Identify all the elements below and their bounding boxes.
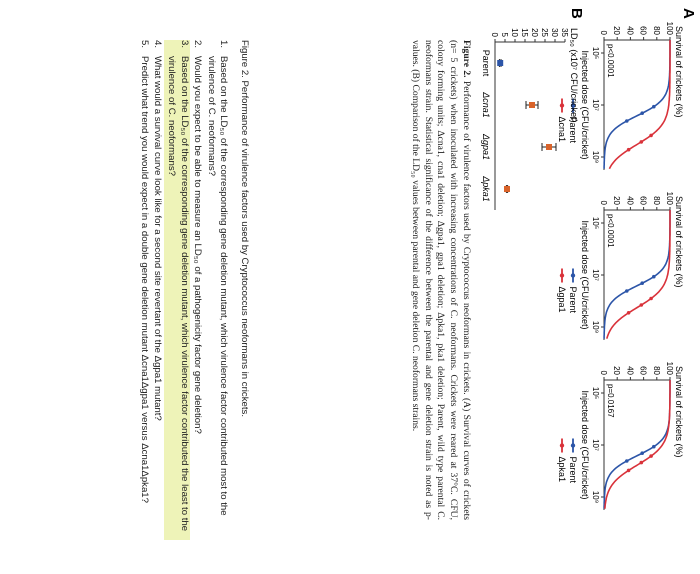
legend-label: Parent bbox=[568, 286, 578, 314]
legend-marker bbox=[560, 443, 564, 447]
ld50-point bbox=[546, 144, 552, 150]
x-category-label: Δpka1 bbox=[481, 176, 491, 202]
question-text: Would you expect to be able to measure an LD₅₀ of a pathogenicity factor gene deletion? bbox=[192, 56, 204, 434]
y-axis-label: Survival of crickets (%) bbox=[674, 196, 684, 288]
panel-b-label: B bbox=[568, 8, 585, 19]
p-value-label: p<0.0001 bbox=[606, 44, 615, 78]
survival-point bbox=[627, 148, 631, 152]
x-axis-label: Injected dose (CFU/cricket) bbox=[580, 390, 590, 500]
y-tick-label: 20 bbox=[530, 28, 539, 37]
question-item bbox=[191, 40, 204, 540]
x-tick-label: 10⁹ bbox=[591, 150, 600, 164]
y-tick-label: 40 bbox=[625, 26, 635, 35]
y-tick-label: 80 bbox=[651, 26, 661, 35]
x-axis-label: Injected dose (CFU/cricket) bbox=[580, 220, 590, 330]
y-tick-label: 60 bbox=[638, 196, 648, 205]
caption-text: Performance of virulence factors used by Cryptococcus neoformans in crickets. (A) Survival curves of crickets (n= 5 crickets) when inoculated with increasing concentrations of C. neoformans. Crickets were reared at 37°C. CFU, colony forming units; Δcna1, cna1 deletion; Δgpa1, gpa1 deletion; Δpka1, pka1 deletion; Parent, wild type parental C. neoformans strain. Statistical significance of the difference between the parental and gene deletion strain is noted as p-values. (B) Comparison of the LD₅₀ values between parental and gene deletion C. neoformans strains. bbox=[409, 40, 472, 520]
legend-label: Parent bbox=[568, 456, 578, 484]
x-category-label: Parent bbox=[481, 49, 491, 77]
x-tick-label: 10⁷ bbox=[591, 99, 600, 111]
y-tick-label: 60 bbox=[638, 366, 648, 375]
question-number: 2. bbox=[192, 40, 204, 49]
x-tick-label: 10⁹ bbox=[591, 320, 600, 334]
y-axis-label: LD₅₀ (x10⁷ CFU/cricket) bbox=[569, 28, 579, 123]
y-tick-label: 100 bbox=[665, 21, 674, 35]
x-category-label: Δcna1 bbox=[481, 92, 491, 118]
y-tick-label: 20 bbox=[612, 26, 622, 35]
caption-label: Figure 2. bbox=[461, 40, 472, 78]
survival-point bbox=[625, 119, 629, 123]
y-tick-label: 35 bbox=[560, 28, 569, 37]
question-number: 3. bbox=[178, 40, 190, 49]
legend-label: Parent bbox=[568, 116, 578, 144]
survival-point bbox=[652, 275, 656, 279]
legend-label: Δgpa1 bbox=[557, 286, 567, 313]
survival-point bbox=[640, 140, 644, 144]
y-axis-label: Survival of crickets (%) bbox=[674, 366, 684, 458]
y-tick-label: 40 bbox=[625, 366, 635, 375]
question-number: 5. bbox=[138, 40, 150, 49]
question-text: Predict what trend you would expect in a double gene deletion mutant Δcna1Δgpa1 versus Δcna1Δpka1? bbox=[138, 56, 150, 503]
survival-point bbox=[649, 454, 653, 458]
question-text: Based on the LD₅₀ of the corresponding gene deletion mutant, which virulence factor contributed most to the virulence of C. neoformans? bbox=[205, 56, 230, 516]
y-tick-label: 10 bbox=[510, 28, 519, 37]
y-tick-label: 40 bbox=[625, 196, 635, 205]
x-tick-label: 10⁷ bbox=[591, 269, 600, 281]
x-tick-label: 10⁵ bbox=[591, 46, 600, 60]
question-list-title: Figure 2. Performance of virulence factors used by Cryptococcus neoformans in crickets. bbox=[239, 40, 250, 417]
survival-point bbox=[640, 461, 644, 465]
x-tick-label: 10⁷ bbox=[591, 439, 600, 451]
legend-marker bbox=[571, 443, 575, 447]
question-text: Based on the LD₅₀ of the corresponding gene deletion mutant, which virulence factor contributed the least to the virulence of C. neoformans? bbox=[166, 56, 190, 532]
survival-chart bbox=[557, 362, 684, 510]
survival-point bbox=[627, 469, 631, 473]
y-tick-label: 80 bbox=[651, 366, 661, 375]
survival-point bbox=[640, 281, 644, 285]
survival-point bbox=[640, 451, 644, 455]
survival-point bbox=[649, 297, 653, 301]
y-tick-label: 0 bbox=[599, 200, 608, 205]
question-number: 4. bbox=[152, 40, 164, 49]
y-tick-label: 20 bbox=[612, 196, 622, 205]
survival-point bbox=[627, 311, 631, 315]
p-value-label: p=0.0167 bbox=[606, 384, 615, 418]
y-tick-label: 0 bbox=[490, 32, 499, 37]
survival-point bbox=[640, 111, 644, 115]
question-list bbox=[136, 40, 250, 540]
panel-a-label: A bbox=[680, 8, 697, 19]
y-tick-label: 15 bbox=[520, 28, 529, 37]
legend-label: Δpka1 bbox=[557, 456, 567, 483]
legend-label: Δcna1 bbox=[557, 116, 567, 143]
ld50-point bbox=[497, 60, 503, 66]
x-tick-label: 10⁵ bbox=[591, 386, 600, 400]
y-tick-label: 0 bbox=[599, 370, 608, 375]
question-number: 1. bbox=[218, 40, 230, 49]
y-tick-label: 5 bbox=[500, 32, 509, 37]
survival-point bbox=[625, 459, 629, 463]
legend-marker bbox=[560, 103, 564, 107]
y-tick-label: 25 bbox=[540, 28, 549, 37]
legend-marker bbox=[560, 273, 564, 277]
survival-curve-line bbox=[609, 40, 670, 169]
x-tick-label: 10⁵ bbox=[591, 216, 600, 230]
survival-chart bbox=[557, 192, 684, 340]
x-category-label: Δgpa1 bbox=[481, 133, 491, 161]
y-tick-label: 0 bbox=[599, 30, 608, 35]
question-item bbox=[137, 40, 150, 540]
survival-point bbox=[649, 134, 653, 138]
y-axis-label: Survival of crickets (%) bbox=[674, 26, 684, 118]
y-tick-label: 100 bbox=[665, 191, 674, 205]
y-tick-label: 30 bbox=[550, 28, 559, 37]
ld50-point bbox=[504, 186, 510, 192]
question-item bbox=[204, 40, 229, 540]
x-axis-label: Injected dose (CFU/cricket) bbox=[580, 50, 590, 160]
survival-point bbox=[640, 303, 644, 307]
x-tick-label: 10⁹ bbox=[591, 490, 600, 504]
question-text: What would a survival curve look like for a second site revertant of the Δgpa1 mutant? bbox=[152, 56, 164, 421]
legend-marker bbox=[571, 273, 575, 277]
survival-point bbox=[625, 289, 629, 293]
question-item-highlighted bbox=[164, 40, 189, 540]
figure-caption bbox=[408, 40, 472, 520]
ld50-point bbox=[529, 102, 535, 108]
survival-point bbox=[652, 105, 656, 109]
y-tick-label: 100 bbox=[665, 361, 674, 375]
survival-point bbox=[652, 445, 656, 449]
y-tick-label: 80 bbox=[651, 196, 661, 205]
survival-curve-line bbox=[607, 210, 670, 339]
y-tick-label: 20 bbox=[612, 366, 622, 375]
y-tick-label: 60 bbox=[638, 26, 648, 35]
p-value-label: p<0.0001 bbox=[606, 214, 615, 248]
question-item bbox=[151, 40, 164, 540]
